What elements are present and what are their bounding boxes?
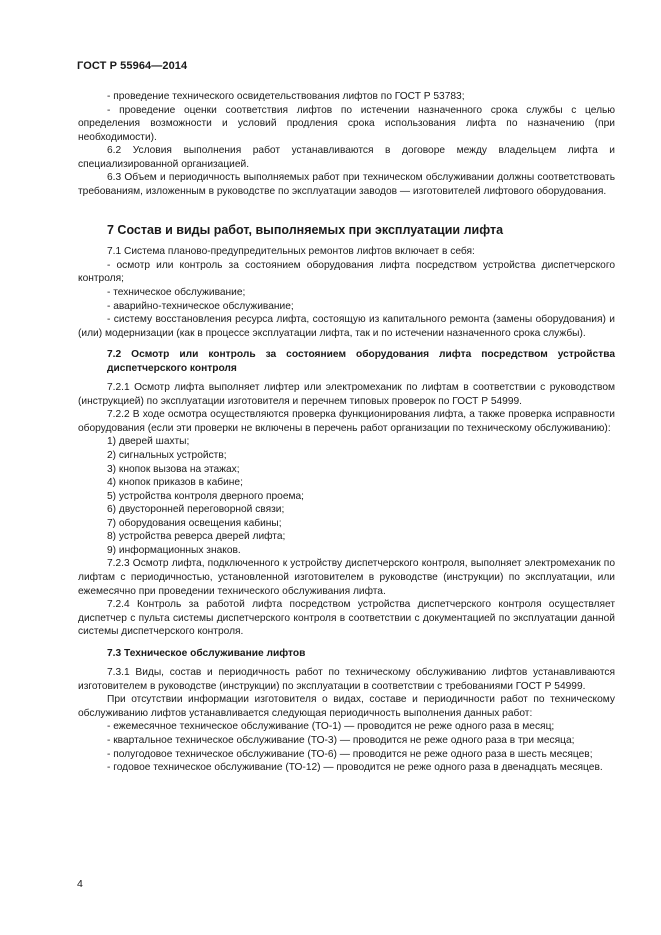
- paragraph-intro-1: - проведение технического освидетельствования лифтов по ГОСТ Р 53783;: [107, 91, 465, 102]
- list-item: - ежемесячное техническое обслуживание (ТО-1) — проводится не реже одного раза в месяц;: [107, 721, 555, 733]
- list-item: 8) устройства реверса дверей лифта;: [107, 531, 286, 543]
- page-number: 4: [77, 878, 83, 890]
- document-header: ГОСТ Р 55964—2014: [77, 60, 188, 72]
- paragraph-6-2: 6.2 Условия выполнения работ устанавливаются в договоре между владельцем лифта и специализированной организацией.: [78, 145, 615, 170]
- list-item: - осмотр или контроль за состоянием оборудования лифта посредством устройства диспетчерского контроля;: [78, 259, 615, 285]
- paragraph-7-3-1: 7.3.1 Виды, состав и периодичность работ по техническому обслуживанию лифтов устанавливаются изготовителем в руководстве (инструкции) по эксплуатации в соответствии с требованиями ГОСТ Р 54999.: [78, 667, 615, 692]
- paragraph-7-3-default: При отсутствии информации изготовителя о видах, составе и периодичности работ по техническому обслуживанию лифтов устанавливается следующая периодичность выполнения данных работ:: [78, 694, 615, 719]
- list-item: 2) сигнальных устройств;: [107, 450, 227, 462]
- list-item: - годовое техническое обслуживание (ТО-12) — проводится не реже одного раза в двенадцать месяцев.: [107, 762, 603, 774]
- list-item: 5) устройства контроля дверного проема;: [107, 490, 304, 502]
- subsection-7-2-heading: 7.2 Осмотр или контроль за состоянием оборудования лифта посредством устройства диспетчерского контроля: [107, 349, 615, 374]
- paragraph-7-2-4: 7.2.4 Контроль за работой лифта посредством устройства диспетчерского контроля осуществляет диспетчер с пульта системы диспетчерского контроля в соответствии с документацией по эксплуатации данной системы диспетчерского контроля.: [78, 599, 615, 638]
- list-item: 6) двусторонней переговорной связи;: [107, 504, 285, 516]
- list-item: - аварийно-техническое обслуживание;: [107, 300, 294, 312]
- section-7-heading: 7 Состав и виды работ, выполняемых при эксплуатации лифта: [107, 223, 504, 238]
- paragraph-7-2-1: 7.2.1 Осмотр лифта выполняет лифтер или электромеханик по лифтам в соответствии с руководством (инструкцией) по эксплуатации изготовителя и перечнем типовых проверок по ГОСТ Р 54999.: [78, 382, 615, 407]
- list-item: 7) оборудования освещения кабины;: [107, 517, 282, 529]
- paragraph-6-3: 6.3 Объем и периодичность выполняемых работ при техническом обслуживании должны соответствовать требованиям, изложенным в руководстве по эксплуатации заводов — изготовителей лифтового оборудования.: [78, 172, 615, 197]
- list-item: 1) дверей шахты;: [107, 436, 190, 448]
- paragraph-7-1: 7.1 Система планово-предупредительных ремонтов лифтов включает в себя:: [107, 246, 475, 258]
- inspection-list: [78, 435, 615, 557]
- list-item: - систему восстановления ресурса лифта, состоящую из капитального ремонта (замены оборудования) и (или) модернизации (как в процессе эксплуатации лифта, так и по истечении назначенного срока службы).: [78, 314, 615, 339]
- subsection-7-3-heading: 7.3 Техническое обслуживание лифтов: [107, 647, 306, 659]
- paragraph-intro-2: - проведение оценки соответствия лифтов по истечении назначенного срока службы с целью определения возможности и условий продления срока использования лифта по назначению (при необходимости).: [78, 104, 615, 143]
- list-item: 4) кнопок приказов в кабине;: [107, 477, 243, 489]
- list-item: - полугодовое техническое обслуживание (ТО-6) — проводится не реже одного раза в шесть месяцев;: [107, 748, 593, 760]
- paragraph-7-2-3: 7.2.3 Осмотр лифта, подключенного к устройству диспетчерского контроля, выполняет электромеханик по лифтам с периодичностью, установленной изготовителем в руководстве (инструкции) по эксплуатации, или ежемесячно при проведении технического обслуживания лифта.: [78, 558, 615, 597]
- list-item: - квартальное техническое обслуживание (ТО-3) — проводится не реже одного раза в три месяца;: [107, 734, 575, 746]
- list-item: 9) информационных знаков.: [107, 544, 241, 556]
- list-item: - техническое обслуживание;: [107, 287, 246, 299]
- paragraph-7-2-2: 7.2.2 В ходе осмотра осуществляются проверка функционирования лифта, а также проверка исправности оборудования (если эти проверки не включены в перечень работ организации по техническому обслуживанию):: [78, 409, 615, 434]
- list-item: 3) кнопок вызова на этажах;: [107, 463, 240, 475]
- page-content: [78, 90, 615, 775]
